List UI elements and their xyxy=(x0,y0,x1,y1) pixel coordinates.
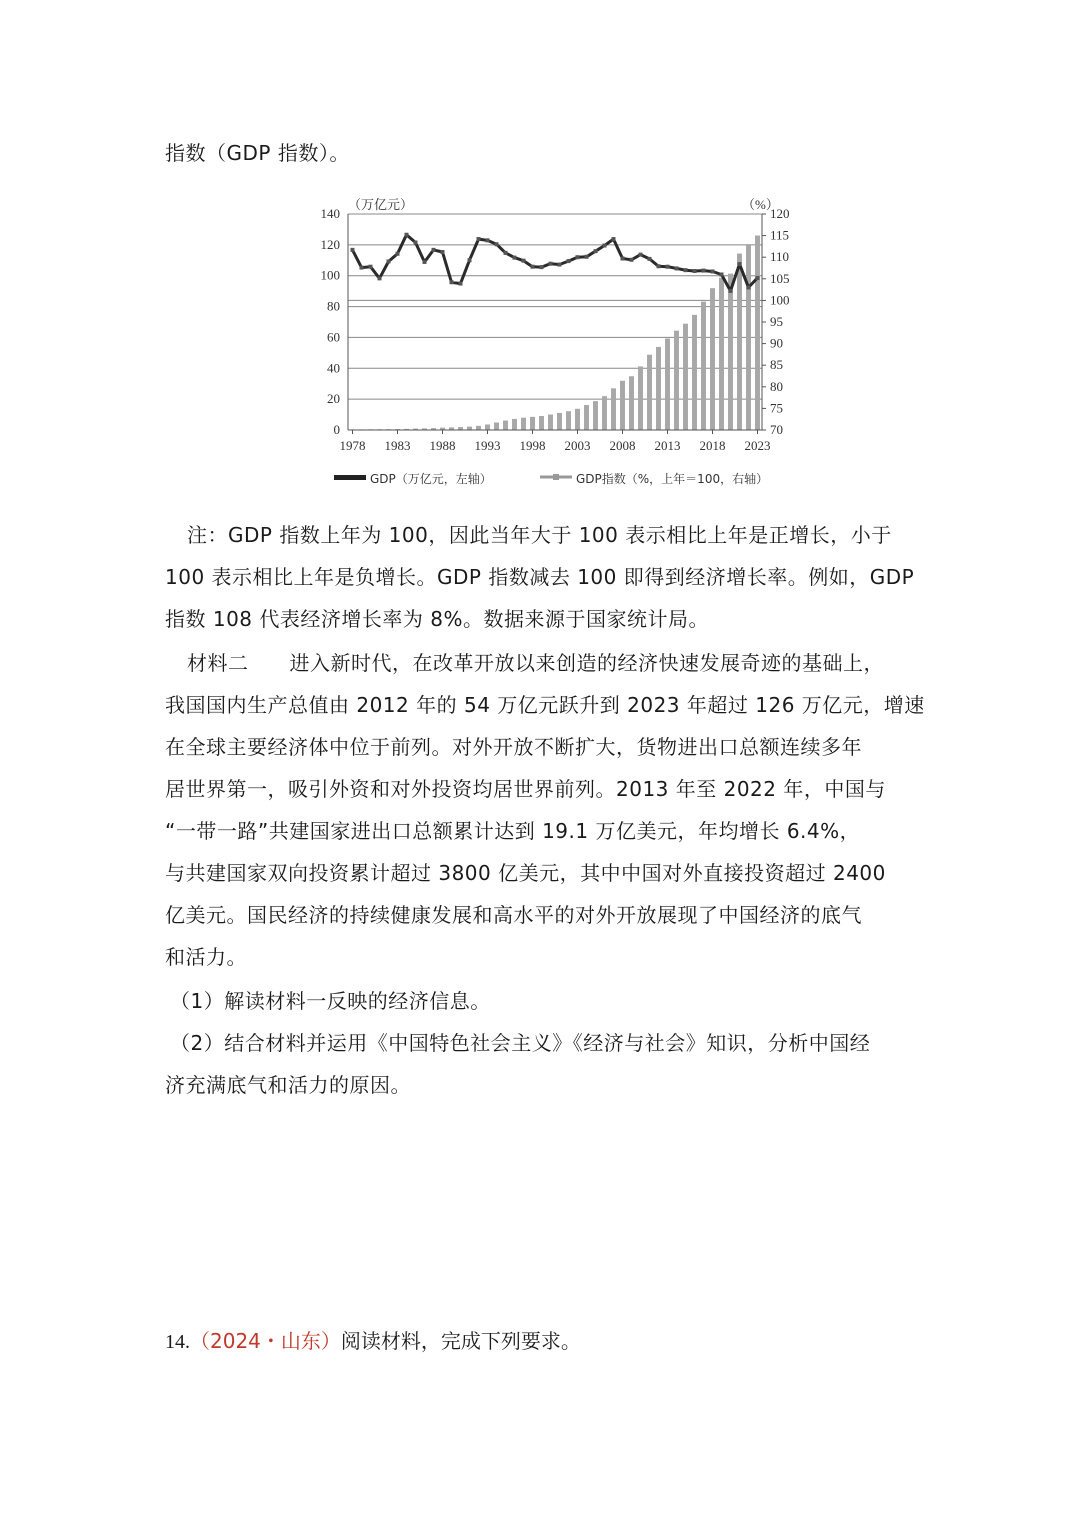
gdp-index-point xyxy=(666,265,670,269)
right-tick-label: 95 xyxy=(770,314,783,329)
gdp-index-point xyxy=(405,233,409,237)
gdp-index-point xyxy=(369,265,373,269)
gdp-index-point xyxy=(576,255,580,259)
question-1: （1）解读材料一反映的经济信息。 xyxy=(170,989,491,1013)
chart-legend xyxy=(334,471,768,486)
gdp-bar xyxy=(710,288,715,430)
left-tick-label: 40 xyxy=(327,360,340,376)
gdp-index-point xyxy=(738,262,742,266)
question-14-number: 14. xyxy=(165,1331,190,1353)
x-tick-label: 2018 xyxy=(699,438,726,453)
left-tick-label: 20 xyxy=(327,391,340,407)
left-tick-label: 100 xyxy=(320,267,340,283)
x-tick-label: 1993 xyxy=(474,438,501,453)
gdp-bar xyxy=(476,426,481,430)
question-2-line-2: 济充满底气和活力的原因。 xyxy=(165,1073,411,1097)
gdp-bar xyxy=(737,254,742,430)
material-two-line-7: 亿美元。国民经济的持续健康发展和高水平的对外开放展现了中国经济的底气 xyxy=(165,903,862,927)
gdp-index-point xyxy=(486,238,490,242)
gdp-index-point xyxy=(603,244,607,248)
gdp-index-point xyxy=(522,259,526,263)
gdp-index-point xyxy=(423,260,427,264)
legend-gdp-label: GDP（万亿元，左轴） xyxy=(370,472,492,486)
left-tick-label: 140 xyxy=(320,206,340,221)
chart-grid xyxy=(348,214,762,399)
gdp-index-point xyxy=(504,251,508,255)
gdp-index-point xyxy=(621,256,625,260)
gdp-bar xyxy=(656,347,661,430)
material-two-line-2: 我国国内生产总值由 2012 年的 54 万亿元跃升到 2023 年超过 126 万亿元，增速 xyxy=(165,693,925,717)
gdp-index-point xyxy=(747,285,751,289)
gdp-bar xyxy=(557,413,562,430)
gdp-index-point xyxy=(684,268,688,272)
legend-index-marker xyxy=(553,474,559,480)
gdp-index-point xyxy=(396,252,400,256)
left-tick-label: 80 xyxy=(327,298,340,314)
gdp-index-point xyxy=(540,265,544,269)
left-tick-label: 0 xyxy=(333,422,340,437)
gdp-bar xyxy=(548,415,553,430)
gdp-bar xyxy=(467,427,472,430)
question-14-text: 阅读材料，完成下列要求。 xyxy=(340,1329,581,1353)
gdp-index-point xyxy=(756,276,760,280)
gdp-index-point xyxy=(675,266,679,270)
gdp-bar xyxy=(620,381,625,430)
note-line-3: 指数 108 代表经济增长率为 8%。数据来源于国家统计局。 xyxy=(165,607,709,631)
gdp-index-point xyxy=(630,258,634,262)
gdp-index-point xyxy=(567,259,571,263)
x-tick-label: 1978 xyxy=(339,438,366,453)
intro-line: 指数（GDP 指数）。 xyxy=(165,141,350,165)
gdp-bar xyxy=(629,376,634,430)
gdp-index-point xyxy=(720,272,724,276)
right-tick-label: 100 xyxy=(770,292,790,308)
left-tick-label: 60 xyxy=(327,329,340,345)
gdp-index-point xyxy=(639,253,643,257)
gdp-bar xyxy=(566,411,571,430)
gdp-index-point xyxy=(693,269,697,273)
right-tick-label: 115 xyxy=(770,227,790,243)
gdp-bar xyxy=(611,388,616,430)
gdp-bar xyxy=(503,421,508,430)
gdp-bar xyxy=(755,236,760,430)
gdp-index-point xyxy=(657,264,661,268)
right-tick-label: 90 xyxy=(770,335,783,351)
gdp-index-point xyxy=(360,266,364,270)
gdp-index-point xyxy=(441,250,445,254)
x-tick-label: 2023 xyxy=(744,438,771,453)
left-tick-label: 120 xyxy=(320,236,340,252)
gdp-index-point xyxy=(513,256,517,260)
question-2-line-1: （2）结合材料并运用《中国特色社会主义》《经济与社会》知识，分析中国经 xyxy=(170,1031,871,1055)
right-axis-unit: （%） xyxy=(742,197,779,212)
gdp-bar xyxy=(521,418,526,430)
gdp-bar xyxy=(638,366,643,430)
gdp-index-point xyxy=(558,263,562,267)
left-axis-unit: （万亿元） xyxy=(348,197,414,212)
gdp-bar xyxy=(647,355,652,430)
gdp-index-point xyxy=(414,241,418,245)
gdp-index-point xyxy=(648,257,652,261)
x-tick-label: 1988 xyxy=(429,438,456,453)
gdp-bar xyxy=(494,423,499,430)
gdp-index-point xyxy=(612,237,616,241)
gdp-bar xyxy=(575,409,580,430)
right-tick-label: 120 xyxy=(770,206,790,221)
gdp-index-point xyxy=(711,269,715,273)
material-two-line-6: 与共建国家双向投资累计超过 3800 亿美元，其中中国对外直接投资超过 2400 xyxy=(165,861,886,885)
gdp-index-point xyxy=(729,289,733,293)
gdp-index-point xyxy=(531,265,535,269)
right-tick-label: 70 xyxy=(770,422,783,437)
gdp-bar xyxy=(701,302,706,430)
gdp-bar xyxy=(485,424,490,430)
question-14-heading xyxy=(165,1328,581,1355)
gdp-bar xyxy=(674,331,679,430)
gdp-bar xyxy=(692,315,697,430)
gdp-index-polyline xyxy=(353,235,758,291)
gdp-index-line xyxy=(351,233,760,293)
gdp-bar xyxy=(593,401,598,430)
gdp-bar xyxy=(539,416,544,430)
gdp-index-point xyxy=(585,255,589,259)
gdp-index-point xyxy=(477,237,481,241)
right-tick-label: 75 xyxy=(770,400,783,416)
gdp-bar xyxy=(728,274,733,430)
gdp-chart-svg xyxy=(300,190,820,500)
gdp-bar xyxy=(584,405,589,430)
right-tick-label: 80 xyxy=(770,378,783,394)
question-14-source: （2024・山东） xyxy=(190,1329,341,1353)
material-two-line-8: 和活力。 xyxy=(165,945,247,969)
material-two-line-1: 材料二 进入新时代，在改革开放以来创造的经济快速发展奇迹的基础上， xyxy=(187,651,884,675)
right-tick-label: 85 xyxy=(770,357,783,373)
gdp-index-point xyxy=(387,260,391,264)
gdp-index-point xyxy=(702,269,706,273)
material-two-line-4: 居世界第一，吸引外资和对外投资均居世界前列。2013 年至 2022 年，中国与 xyxy=(165,777,886,801)
gdp-index-point xyxy=(468,258,472,262)
note-line-1: 注：GDP 指数上年为 100，因此当年大于 100 表示相比上年是正增长，小于 xyxy=(187,523,892,547)
gdp-index-point xyxy=(459,282,463,286)
gdp-index-point xyxy=(432,248,436,252)
gdp-index-point xyxy=(450,280,454,284)
x-tick-label: 1983 xyxy=(384,438,411,453)
x-tick-label: 2013 xyxy=(654,438,681,453)
gdp-index-point xyxy=(594,249,598,253)
gdp-bar xyxy=(719,278,724,430)
gdp-bar xyxy=(665,339,670,430)
gdp-index-point xyxy=(495,242,499,246)
gdp-index-point xyxy=(549,262,553,266)
x-tick-label: 2008 xyxy=(609,438,636,453)
note-line-2: 100 表示相比上年是负增长。GDP 指数减去 100 即得到经济增长率。例如，GDP xyxy=(165,565,915,589)
gdp-index-point xyxy=(351,248,355,252)
legend-gdp-swatch xyxy=(334,475,366,480)
x-tick-label: 1998 xyxy=(519,438,546,453)
gdp-bar xyxy=(512,419,517,430)
right-tick-label: 105 xyxy=(770,270,790,286)
x-tick-label: 2003 xyxy=(564,438,591,453)
gdp-index-point xyxy=(378,276,382,280)
gdp-bar xyxy=(530,417,535,430)
gdp-bar xyxy=(746,244,751,430)
material-two-line-5: “一带一路”共建国家进出口总额累计达到 19.1 万亿美元，年均增长 6.4%， xyxy=(165,819,861,843)
gdp-bar xyxy=(602,396,607,430)
right-tick-label: 110 xyxy=(770,249,790,265)
legend-index-label: GDP指数（%，上年＝100，右轴） xyxy=(576,472,769,486)
gdp-bar xyxy=(683,324,688,430)
gdp-chart xyxy=(300,190,820,500)
material-two-line-3: 在全球主要经济体中位于前列。对外开放不断扩大，货物进出口总额连续多年 xyxy=(165,735,862,759)
